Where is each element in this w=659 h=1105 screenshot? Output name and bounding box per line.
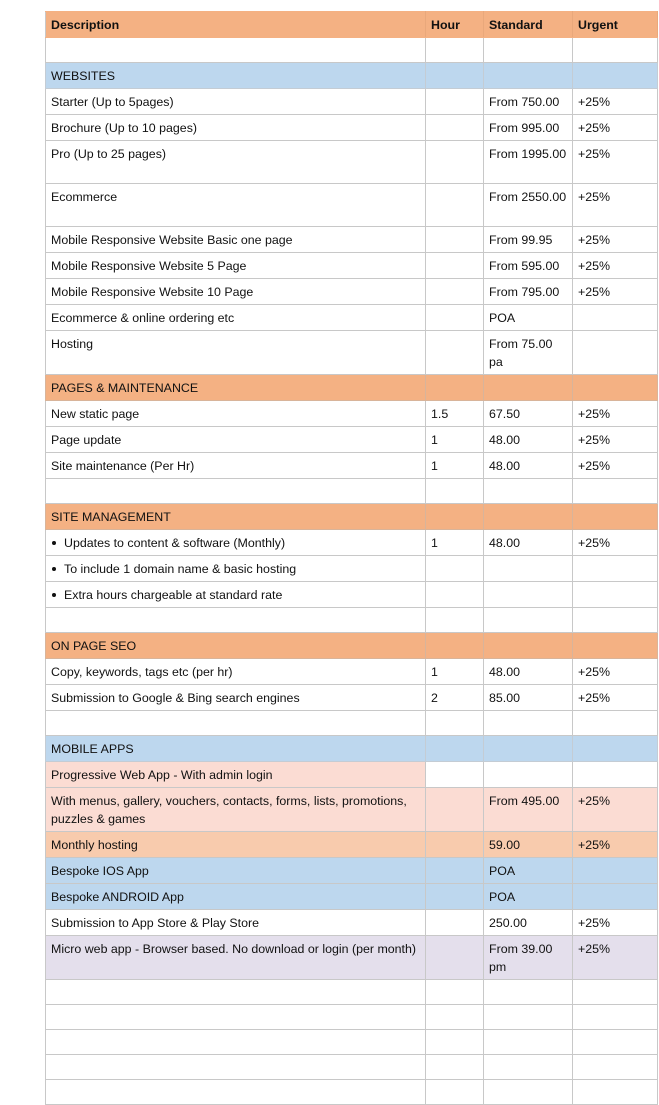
cell-urgent[interactable] [573,884,658,910]
cell-standard[interactable] [484,762,573,788]
cell-hour[interactable] [426,910,484,936]
header-description: Description [46,12,426,38]
section-on-page-seo [46,633,658,659]
cell[interactable] [46,980,426,1005]
blank-row [46,711,658,736]
cell-hour[interactable] [426,582,484,608]
cell-urgent[interactable]: +25% [573,253,658,279]
cell-hour[interactable]: 1 [426,659,484,685]
cell-standard[interactable]: 67.50 [484,401,573,427]
section-site-management [46,504,658,530]
cell-standard[interactable]: From 750.00 [484,89,573,115]
cell-description[interactable]: Copy, keywords, tags etc (per hr) [46,659,426,685]
table-row [46,401,658,427]
table-row [46,556,658,582]
blank-row [46,38,658,63]
cell-standard[interactable]: 48.00 [484,659,573,685]
cell-hour[interactable] [426,556,484,582]
cell-hour[interactable]: 1.5 [426,401,484,427]
cell[interactable] [484,1030,573,1055]
section-title: ON PAGE SEO [46,633,426,659]
cell-urgent[interactable] [573,305,658,331]
cell[interactable] [573,479,658,504]
table-row [46,453,658,479]
cell-hour[interactable] [426,858,484,884]
blank-row [46,1005,658,1030]
table-row [46,685,658,711]
cell[interactable] [573,1030,658,1055]
cell-urgent[interactable]: +25% [573,184,658,227]
cell-urgent[interactable]: +25% [573,685,658,711]
cell-description[interactable]: Mobile Responsive Website 5 Page [46,253,426,279]
cell-urgent[interactable]: +25% [573,401,658,427]
blank-row [46,608,658,633]
cell-hour[interactable] [426,253,484,279]
cell-hour[interactable] [426,89,484,115]
cell-description[interactable]: Page update [46,427,426,453]
cell-description[interactable]: Ecommerce & online ordering etc [46,305,426,331]
cell-description[interactable]: Bespoke IOS App [46,858,426,884]
cell-description[interactable]: Submission to App Store & Play Store [46,910,426,936]
cell[interactable] [46,38,426,63]
cell[interactable] [46,1005,426,1030]
cell-hour[interactable]: 1 [426,453,484,479]
header-urgent: Urgent [573,12,658,38]
cell-description[interactable]: New static page [46,401,426,427]
table-row [46,762,658,788]
table-row [46,910,658,936]
cell-urgent[interactable]: +25% [573,227,658,253]
blank-row [46,980,658,1005]
cell[interactable] [484,38,573,63]
section-websites [46,63,658,89]
table-row [46,331,658,375]
table-row [46,530,658,556]
table-row [46,659,658,685]
cell-hour[interactable] [426,227,484,253]
cell-description[interactable]: With menus, gallery, vouchers, contacts, forms, lists, promotions, puzzles & games [46,788,426,832]
cell-standard[interactable]: From 1995.00 [484,141,573,184]
cell[interactable] [426,608,484,633]
section-pages-maintenance [46,375,658,401]
cell-standard[interactable]: From 595.00 [484,253,573,279]
table-row [46,227,658,253]
table-row [46,305,658,331]
cell-description[interactable]: Ecommerce [46,184,426,227]
cell-description[interactable] [46,582,426,608]
table-row [46,858,658,884]
cell-standard[interactable]: From 75.00 pa [484,331,573,375]
cell-standard[interactable]: 48.00 [484,530,573,556]
cell-hour[interactable]: 1 [426,427,484,453]
cell-hour[interactable] [426,115,484,141]
section-title: SITE MANAGEMENT [46,504,426,530]
cell-hour[interactable] [426,279,484,305]
cell-description[interactable]: Hosting [46,331,426,375]
bullet-icon [52,593,56,597]
cell[interactable] [46,1055,426,1080]
cell[interactable] [573,38,658,63]
cell-urgent[interactable]: +25% [573,788,658,832]
cell[interactable] [426,1055,484,1080]
table-row [46,184,658,227]
cell-urgent[interactable]: +25% [573,427,658,453]
cell[interactable] [426,1030,484,1055]
table-row [46,788,658,832]
cell-description[interactable]: Mobile Responsive Website Basic one page [46,227,426,253]
table-row [46,582,658,608]
cell-standard[interactable]: 48.00 [484,453,573,479]
cell-description[interactable] [46,556,426,582]
cell-hour[interactable]: 1 [426,530,484,556]
cell-urgent[interactable] [573,762,658,788]
cell-urgent[interactable]: +25% [573,89,658,115]
cell[interactable] [573,1055,658,1080]
blank-row [46,1080,658,1105]
cell[interactable] [426,1080,484,1105]
table-row [46,832,658,858]
cell-hour[interactable] [426,884,484,910]
cell[interactable] [484,711,573,736]
cell-hour[interactable] [426,762,484,788]
header-hour: Hour [426,12,484,38]
cell-hour[interactable] [426,331,484,375]
section-mobile-apps [46,736,658,762]
cell[interactable] [484,608,573,633]
cell-urgent[interactable]: +25% [573,279,658,305]
cell[interactable] [46,479,426,504]
table-row [46,115,658,141]
section-title: PAGES & MAINTENANCE [46,375,426,401]
cell-standard[interactable]: From 795.00 [484,279,573,305]
cell[interactable] [46,1080,426,1105]
cell-hour[interactable] [426,936,484,980]
cell-standard[interactable]: 48.00 [484,427,573,453]
cell-standard[interactable]: From 2550.00 [484,184,573,227]
cell-description[interactable]: Starter (Up to 5pages) [46,89,426,115]
cell-urgent[interactable] [573,556,658,582]
cell-urgent[interactable]: +25% [573,141,658,184]
cell[interactable] [573,1080,658,1105]
cell-description[interactable]: Micro web app - Browser based. No download or login (per month) [46,936,426,980]
cell-hour[interactable]: 2 [426,685,484,711]
cell[interactable] [46,711,426,736]
cell[interactable] [484,1080,573,1105]
cell-description[interactable]: Bespoke ANDROID App [46,884,426,910]
table-row [46,89,658,115]
cell-standard[interactable]: From 99.95 [484,227,573,253]
cell-standard[interactable] [484,582,573,608]
cell[interactable] [426,711,484,736]
cell[interactable] [426,479,484,504]
cell-urgent[interactable]: +25% [573,115,658,141]
table-row [46,936,658,980]
bullet-icon [52,567,56,571]
cell-standard[interactable]: 59.00 [484,832,573,858]
cell-urgent[interactable] [573,331,658,375]
cell-description[interactable]: Brochure (Up to 10 pages) [46,115,426,141]
cell-hour[interactable] [426,832,484,858]
cell-standard[interactable]: 250.00 [484,910,573,936]
cell[interactable] [46,608,426,633]
cell-standard[interactable] [484,556,573,582]
cell-standard[interactable]: From 39.00 pm [484,936,573,980]
cell-urgent[interactable]: +25% [573,936,658,980]
cell-hour[interactable] [426,141,484,184]
cell-urgent[interactable]: +25% [573,832,658,858]
header-standard: Standard [484,12,573,38]
cell-standard[interactable]: From 995.00 [484,115,573,141]
cell-urgent[interactable]: +25% [573,453,658,479]
table-row [46,427,658,453]
cell-standard[interactable]: POA [484,884,573,910]
bullet-text: To include 1 domain name & basic hosting [64,562,297,576]
section-title: WEBSITES [46,63,426,89]
price-sheet [45,11,657,1105]
bullet-text: Extra hours chargeable at standard rate [64,588,283,602]
cell[interactable] [426,1005,484,1030]
cell[interactable] [46,1030,426,1055]
cell-description[interactable]: Progressive Web App - With admin login [46,762,426,788]
cell-urgent[interactable]: +25% [573,659,658,685]
blank-row [46,1055,658,1080]
cell-urgent[interactable]: +25% [573,530,658,556]
cell[interactable] [426,980,484,1005]
cell-standard[interactable]: From 495.00 [484,788,573,832]
cell-urgent[interactable]: +25% [573,910,658,936]
cell-standard[interactable]: POA [484,858,573,884]
cell-description[interactable]: Pro (Up to 25 pages) [46,141,426,184]
bullet-text: Updates to content & software (Monthly) [64,536,286,550]
cell-description[interactable]: Submission to Google & Bing search engines [46,685,426,711]
cell-standard[interactable]: POA [484,305,573,331]
cell[interactable] [484,1005,573,1030]
price-table [45,11,658,1105]
cell-hour[interactable] [426,788,484,832]
table-row [46,141,658,184]
cell-description[interactable] [46,530,426,556]
section-title: MOBILE APPS [46,736,426,762]
cell-hour[interactable] [426,305,484,331]
cell[interactable] [426,38,484,63]
blank-row [46,479,658,504]
cell-description[interactable]: Mobile Responsive Website 10 Page [46,279,426,305]
cell[interactable] [573,711,658,736]
cell-urgent[interactable] [573,858,658,884]
cell-description[interactable]: Site maintenance (Per Hr) [46,453,426,479]
table-row [46,884,658,910]
cell-hour[interactable] [426,184,484,227]
cell-description[interactable]: Monthly hosting [46,832,426,858]
bullet-icon [52,541,56,545]
cell[interactable] [573,608,658,633]
cell[interactable] [484,980,573,1005]
blank-row [46,1030,658,1055]
table-row [46,253,658,279]
cell[interactable] [573,980,658,1005]
cell[interactable] [573,1005,658,1030]
cell-urgent[interactable] [573,582,658,608]
cell-standard[interactable]: 85.00 [484,685,573,711]
header-row [46,12,658,38]
cell[interactable] [484,1055,573,1080]
table-row [46,279,658,305]
cell[interactable] [484,479,573,504]
